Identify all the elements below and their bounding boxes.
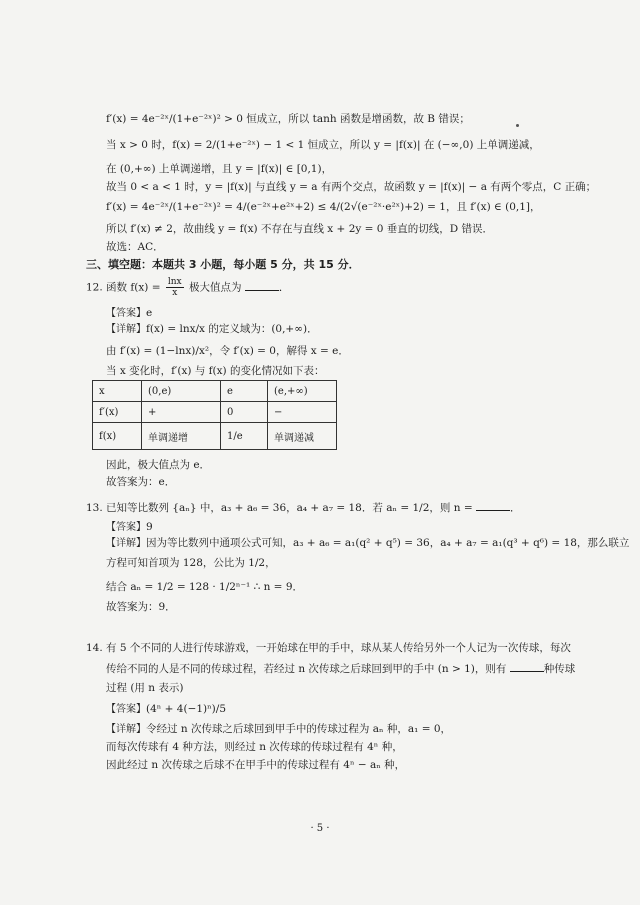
table-cell: − [268,402,337,423]
table-cell: f′(x) [93,402,142,423]
stem-part: 13. 已知等比数列 {aₙ} 中，a₃ + a₆ = 36，a₄ + a₇ = 18．若 aₙ = 1/2，则 n = [86,502,473,514]
answer-line [106,702,606,717]
question-14-stem: 14. 有 5 个不同的人进行传球游戏，一开始球在甲的手中，球从某人传给另外一个人记为一次传球，每次 [86,642,571,654]
answer-tag: 【答案】 [106,522,146,533]
answer-line [106,306,606,321]
table-cell: (e,+∞) [268,381,337,402]
question-14-stem [106,661,606,676]
table-cell: 1/e [221,423,268,450]
stem-part: 传给不同的人是不同的传球过程，若经过 n 次传球之后球回到甲的手中 (n > 1)，则有 [106,663,507,675]
table-cell: f(x) [93,423,142,450]
answer-value: 9 [146,521,153,533]
table-row [93,423,337,450]
stem-part: ． [278,281,290,294]
stem-part: 种传球 [543,663,576,675]
stem-part: 极大值点为 [188,281,242,294]
text-line: 故当 0 < a < 1 时，y = |f(x)| 与直线 y = a 有两个交点，故函数 y = |f(x)| − a 有两个零点，C 正确； [106,181,597,193]
detail-line: 故答案为：9． [106,601,176,613]
detail-line: 因此经过 n 次传球之后球不在甲手中的传球过程有 4ⁿ − aₙ 种， [106,759,406,771]
detail-line [106,322,606,337]
text-line: 当 x > 0 时，f(x) = 2/(1+e⁻²ˣ) − 1 < 1 恒成立，所以 y = |f(x)| 在 (−∞,0) 上单调递减， [106,139,540,151]
detail-tag: 【详解】 [106,324,146,335]
text-line: 在 (0,+∞) 上单调递增，且 y = |f(x)| ∈ [0,1)， [106,163,333,175]
answer-tag: 【答案】 [106,704,146,715]
detail-line: 结合 aₙ = 1/2 = 128 · 1/2ⁿ⁻¹ ∴ n = 9． [106,581,304,593]
question-12-stem [86,277,586,298]
answer-blank [476,500,510,511]
detail-text: 令经过 n 次传球之后球回到甲手中的传球过程为 aₙ 种，a₁ = 0， [146,723,452,735]
detail-tag: 【详解】 [106,538,146,549]
detail-line: 方程可知首项为 128，公比为 1/2， [106,557,276,569]
answer-value: (4ⁿ + 4(−1)ⁿ)/5 [146,703,227,715]
detail-line: 当 x 变化时，f′(x) 与 f(x) 的变化情况如下表： [106,365,325,377]
detail-line [106,536,630,551]
table-cell: 单调递减 [268,423,337,450]
detail-line: 因此，极大值点为 e． [106,459,211,471]
table-row [93,402,337,423]
table-cell: e [221,381,268,402]
table-cell: 单调递增 [142,423,221,450]
table-row [93,381,337,402]
detail-line [106,722,606,737]
stem-part: ． [509,502,521,514]
detail-line: 由 f′(x) = (1−lnx)/x²，令 f′(x) = 0，解得 x = e． [106,345,349,357]
detail-line: 故答案为：e． [106,476,176,488]
answer-tag: 【答案】 [106,308,146,319]
answer-blank [510,661,544,672]
text-line: f′(x) = 4e⁻²ˣ/(1+e⁻²ˣ)² > 0 恒成立，所以 tanh 函数是增函数，故 B 错误； [106,113,470,125]
fraction-numerator: lnx [167,277,182,287]
text-line: 故选：AC． [106,241,164,253]
detail-tag: 【详解】 [106,724,146,735]
detail-line: 而每次传球有 4 种方法，则经过 n 次传球的传球过程有 4ⁿ 种， [106,741,403,753]
table-cell: (0,e) [142,381,221,402]
table-cell: x [93,381,142,402]
fraction-denominator: x [172,288,178,298]
question-14-stem: 过程 (用 n 表示) [106,682,184,694]
text-line: 所以 f′(x) ≠ 2，故曲线 y = f(x) 不存在与直线 x + 2y = 0 垂直的切线，D 错误． [106,223,494,235]
text-line: f′(x) = 4e⁻²ˣ/(1+e⁻²ˣ)² = 4/(e⁻²ˣ+e²ˣ+2) ≤ 4/(2√(e⁻²ˣ·e²ˣ)+2) = 1，且 f′(x) ∈ (0,1]， [106,201,541,213]
answer-blank [245,280,279,291]
page-number: · 5 · [310,823,330,834]
table-cell: + [142,402,221,423]
fraction [166,277,184,298]
variation-table [92,380,337,450]
answer-value: e [146,307,153,319]
stem-part: 12. 函数 f(x) = [86,281,161,294]
section-heading: 三、填空题：本题共 3 小题，每小题 5 分，共 15 分． [86,258,360,271]
detail-text: 因为等比数列中通项公式可知，a₃ + a₆ = a₁(q² + q⁵) = 36，a₄ + a₇ = a₁(q³ + q⁶) = 18，那么联立 [146,537,630,549]
detail-text: f(x) = lnx/x 的定义域为：(0,+∞)． [146,323,318,335]
answer-line [106,520,606,535]
question-13-stem [86,500,586,515]
table-cell: 0 [221,402,268,423]
